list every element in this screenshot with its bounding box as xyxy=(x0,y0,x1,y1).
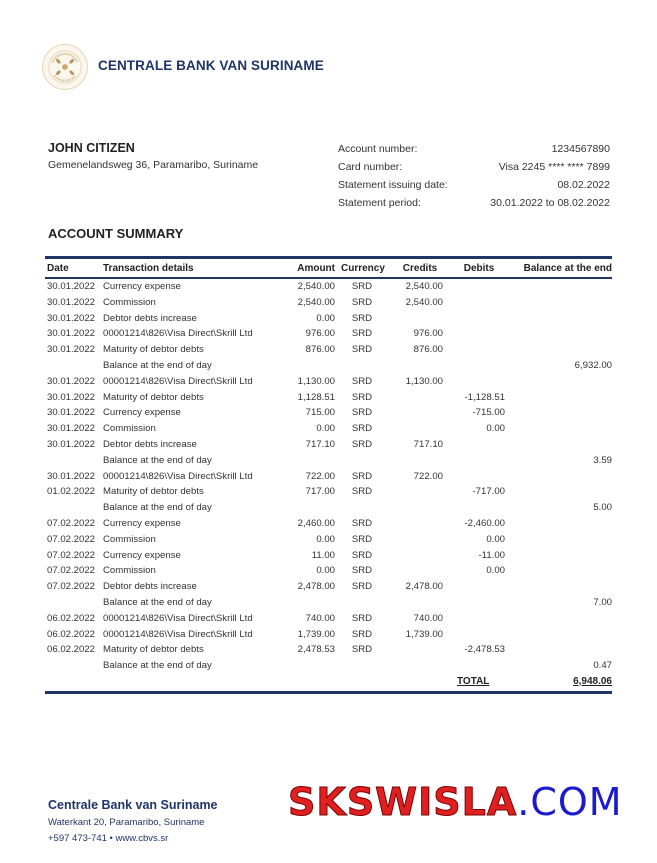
cell-details: Balance at the end of day xyxy=(103,502,212,514)
cell-date xyxy=(45,358,103,374)
cell-date xyxy=(45,453,103,469)
cell-currency xyxy=(335,453,383,469)
cell-balance xyxy=(505,642,612,658)
cell-amount: 1,128.51 xyxy=(297,391,335,403)
cell-date: 30.01.2022 xyxy=(47,375,96,387)
table-row xyxy=(45,342,612,358)
cell-details: Commission xyxy=(103,533,156,545)
info-value: 30.01.2022 to 08.02.2022 xyxy=(490,197,610,209)
cell-currency: SRD xyxy=(351,391,373,403)
cell-details: 00001214\826\Visa Direct\Skrill Ltd xyxy=(103,612,253,624)
watermark-blue: .COM xyxy=(517,780,623,824)
cell-date: 07.02.2022 xyxy=(47,581,96,593)
cell-date: 07.02.2022 xyxy=(47,533,96,545)
cell-amount: 2,540.00 xyxy=(297,281,335,292)
cell-debits xyxy=(443,437,505,453)
cell-currency xyxy=(335,595,383,611)
cell-balance xyxy=(505,295,612,311)
cell-details: Currency expense xyxy=(103,549,181,561)
section-title: ACCOUNT SUMMARY xyxy=(48,226,184,241)
cell-currency: SRD xyxy=(351,533,373,545)
cell-details: 00001214\826\Visa Direct\Skrill Ltd xyxy=(103,470,253,482)
info-label: Statement issuing date: xyxy=(338,179,448,191)
cell-amount: 2,478.00 xyxy=(297,581,335,593)
cell-debits xyxy=(443,374,505,390)
cell-balance xyxy=(505,405,612,421)
cell-details: Debtor debts increase xyxy=(103,312,197,324)
cell-debits xyxy=(443,295,505,311)
cell-currency: SRD xyxy=(351,486,373,498)
cell-date xyxy=(45,658,103,674)
cell-balance: 3.59 xyxy=(593,454,612,466)
cell-date: 30.01.2022 xyxy=(47,438,96,450)
info-label: Account number: xyxy=(338,143,418,155)
cell-debits: -2,478.53 xyxy=(464,644,505,656)
table-row xyxy=(45,548,612,564)
cell-balance: 6,932.00 xyxy=(574,359,612,371)
cell-date: 30.01.2022 xyxy=(47,391,96,403)
transactions-table xyxy=(45,256,612,694)
cell-currency: SRD xyxy=(351,344,373,356)
cell-amount: 2,540.00 xyxy=(297,296,335,308)
cell-currency: SRD xyxy=(351,312,373,324)
cell-credits: 2,540.00 xyxy=(405,281,443,292)
cell-date xyxy=(45,500,103,516)
col-debits: Debits xyxy=(463,263,495,274)
cell-currency: SRD xyxy=(351,549,373,561)
cell-details: Maturity of debtor debts xyxy=(103,644,204,656)
table-row xyxy=(45,358,612,374)
cell-balance xyxy=(505,548,612,564)
cell-date: 01.02.2022 xyxy=(47,486,96,498)
cell-debits xyxy=(443,595,505,611)
cell-credits: 876.00 xyxy=(413,344,443,356)
cell-credits xyxy=(383,405,443,421)
cell-details: Maturity of debtor debts xyxy=(103,391,204,403)
cell-balance xyxy=(505,342,612,358)
cell-balance: 0.47 xyxy=(593,660,612,672)
table-row xyxy=(45,279,612,295)
cell-amount: 717.00 xyxy=(305,486,335,498)
cell-currency: SRD xyxy=(351,438,373,450)
watermark-red: SKSWISLA xyxy=(288,780,518,824)
cell-date: 07.02.2022 xyxy=(47,549,96,561)
cell-amount: 1,739.00 xyxy=(297,628,335,640)
cell-details: Currency expense xyxy=(103,281,181,292)
cell-amount xyxy=(269,595,335,611)
cell-details: 00001214\826\Visa Direct\Skrill Ltd xyxy=(103,328,253,340)
cell-debits xyxy=(443,342,505,358)
cell-date: 30.01.2022 xyxy=(47,423,96,435)
table-row xyxy=(45,532,612,548)
cell-currency: SRD xyxy=(351,407,373,419)
statement-period-row xyxy=(338,195,610,213)
cell-date: 06.02.2022 xyxy=(47,628,96,640)
footer-address: Waterkant 20, Paramaribo, Suriname xyxy=(48,817,205,828)
cell-credits xyxy=(383,516,443,532)
cell-currency: SRD xyxy=(351,628,373,640)
cell-debits: 0.00 xyxy=(486,565,505,577)
footer-contact: +597 473-741 • www.cbvs.sr xyxy=(48,833,169,844)
cell-currency: SRD xyxy=(351,612,373,624)
cell-balance xyxy=(505,627,612,643)
cell-debits: 0.00 xyxy=(486,533,505,545)
cell-details: Commission xyxy=(103,296,156,308)
info-value: 08.02.2022 xyxy=(557,179,610,191)
cell-currency: SRD xyxy=(351,375,373,387)
cell-debits: -11.00 xyxy=(478,549,505,561)
table-row xyxy=(45,563,612,579)
table-row xyxy=(45,516,612,532)
info-label: Card number: xyxy=(338,161,403,173)
cell-details: 00001214\826\Visa Direct\Skrill Ltd xyxy=(103,628,253,640)
table-header xyxy=(45,259,612,279)
cell-debits: -717.00 xyxy=(472,486,505,498)
cell-credits: 2,478.00 xyxy=(405,581,443,593)
cell-credits: 2,540.00 xyxy=(405,296,443,308)
col-credits: Credits xyxy=(402,263,438,274)
cell-currency: SRD xyxy=(351,470,373,482)
cell-currency: SRD xyxy=(351,581,373,593)
cell-currency xyxy=(335,500,383,516)
cell-amount: 717.10 xyxy=(305,438,335,450)
cell-credits xyxy=(383,484,443,500)
table-row xyxy=(45,437,612,453)
cell-amount: 2,478.53 xyxy=(297,644,335,656)
info-value: 1234567890 xyxy=(551,143,610,155)
cell-credits: 740.00 xyxy=(413,612,443,624)
cell-debits xyxy=(443,627,505,643)
account-number-row xyxy=(338,141,610,159)
cell-debits: 0.00 xyxy=(486,423,505,435)
table-row xyxy=(45,595,612,611)
cell-date: 06.02.2022 xyxy=(47,644,96,656)
cell-date xyxy=(45,595,103,611)
issuing-date-row xyxy=(338,177,610,195)
cell-balance xyxy=(505,279,612,295)
cell-amount: 0.00 xyxy=(316,423,335,435)
cell-credits xyxy=(383,500,443,516)
cell-date: 07.02.2022 xyxy=(47,565,96,577)
bank-name: CENTRALE BANK VAN SURINAME xyxy=(98,58,324,73)
cell-debits xyxy=(443,453,505,469)
cell-details: Balance at the end of day xyxy=(103,596,212,608)
cell-balance xyxy=(505,326,612,342)
cell-details: Currency expense xyxy=(103,517,181,529)
footer-bank-name: Centrale Bank van Suriname xyxy=(48,798,218,812)
cell-balance xyxy=(505,421,612,437)
cell-currency: SRD xyxy=(351,565,373,577)
cell-amount xyxy=(269,500,335,516)
cell-currency: SRD xyxy=(351,517,373,529)
cell-debits xyxy=(443,579,505,595)
cell-balance xyxy=(505,390,612,406)
cell-currency xyxy=(335,358,383,374)
cell-date: 30.01.2022 xyxy=(47,470,96,482)
account-info xyxy=(338,141,610,213)
cell-currency: SRD xyxy=(351,328,373,340)
cell-balance xyxy=(505,484,612,500)
cell-currency: SRD xyxy=(351,423,373,435)
cell-details: Debtor debts increase xyxy=(103,581,197,593)
cell-credits: 722.00 xyxy=(413,470,443,482)
cell-balance xyxy=(505,532,612,548)
table-bottom-rule xyxy=(45,691,612,694)
cell-debits xyxy=(443,500,505,516)
col-details: Transaction details xyxy=(103,263,194,274)
cell-amount xyxy=(269,658,335,674)
cell-date: 07.02.2022 xyxy=(47,517,96,529)
cell-balance: 5.00 xyxy=(593,502,612,514)
cell-credits: 1,130.00 xyxy=(405,375,443,387)
cell-amount: 2,460.00 xyxy=(297,517,335,529)
cell-amount: 11.00 xyxy=(311,549,335,561)
col-amount: Amount xyxy=(297,263,335,274)
cell-balance xyxy=(505,374,612,390)
cell-details: Balance at the end of day xyxy=(103,454,212,466)
cell-amount: 722.00 xyxy=(305,470,335,482)
cell-credits xyxy=(383,563,443,579)
col-balance: Balance at the end xyxy=(523,263,612,274)
table-row xyxy=(45,374,612,390)
table-row xyxy=(45,469,612,485)
cell-debits: -2,460.00 xyxy=(464,517,505,529)
total-row xyxy=(45,674,612,690)
info-value: Visa 2245 **** **** 7899 xyxy=(498,161,610,173)
table-row xyxy=(45,484,612,500)
cell-debits: -715.00 xyxy=(472,407,505,419)
table-body xyxy=(45,279,612,674)
total-label: TOTAL xyxy=(457,675,490,687)
cell-date: 30.01.2022 xyxy=(47,281,96,292)
cell-amount xyxy=(269,453,335,469)
cell-balance xyxy=(505,611,612,627)
cell-balance xyxy=(505,469,612,485)
col-date: Date xyxy=(47,263,69,274)
col-currency: Currency xyxy=(341,263,385,274)
table-row xyxy=(45,311,612,327)
cell-debits xyxy=(443,469,505,485)
table-row xyxy=(45,500,612,516)
cell-details: Commission xyxy=(103,423,156,435)
cell-amount: 715.00 xyxy=(305,407,335,419)
cell-details: Debtor debts increase xyxy=(103,438,197,450)
watermark xyxy=(288,780,623,824)
cell-details: Balance at the end of day xyxy=(103,359,212,371)
cell-date: 30.01.2022 xyxy=(47,296,96,308)
cell-credits xyxy=(383,390,443,406)
cell-credits xyxy=(383,421,443,437)
cell-credits xyxy=(383,658,443,674)
cell-debits xyxy=(443,279,505,295)
client-address: Gemenelandsweg 36, Paramaribo, Suriname xyxy=(48,159,259,171)
table-row xyxy=(45,295,612,311)
table-row xyxy=(45,405,612,421)
cell-credits xyxy=(383,453,443,469)
cell-debits xyxy=(443,358,505,374)
table-row xyxy=(45,658,612,674)
cell-date: 30.01.2022 xyxy=(47,312,96,324)
cell-amount: 1,130.00 xyxy=(297,375,335,387)
table-row xyxy=(45,390,612,406)
cell-credits: 1,739.00 xyxy=(405,628,443,640)
cell-amount: 976.00 xyxy=(305,328,335,340)
cell-balance xyxy=(505,516,612,532)
cell-debits xyxy=(443,311,505,327)
total-value: 6,948.06 xyxy=(573,675,612,687)
cell-date: 30.01.2022 xyxy=(47,328,96,340)
card-number-row xyxy=(338,159,610,177)
cell-details: Commission xyxy=(103,565,156,577)
cell-credits xyxy=(383,311,443,327)
cell-debits xyxy=(443,658,505,674)
table-row xyxy=(45,579,612,595)
cell-currency: SRD xyxy=(351,644,373,656)
table-row xyxy=(45,453,612,469)
cell-date: 30.01.2022 xyxy=(47,407,96,419)
cell-amount: 740.00 xyxy=(305,612,335,624)
table-row xyxy=(45,421,612,437)
cell-credits xyxy=(383,358,443,374)
cell-credits: 976.00 xyxy=(413,328,443,340)
cell-details: 00001214\826\Visa Direct\Skrill Ltd xyxy=(103,375,253,387)
cell-currency: SRD xyxy=(351,296,373,308)
cell-currency xyxy=(335,658,383,674)
cell-credits xyxy=(383,548,443,564)
cell-amount: 0.00 xyxy=(316,533,335,545)
cell-date: 06.02.2022 xyxy=(47,612,96,624)
cell-credits xyxy=(383,595,443,611)
table-row xyxy=(45,611,612,627)
table-row xyxy=(45,326,612,342)
cell-balance xyxy=(505,311,612,327)
cell-details: Maturity of debtor debts xyxy=(103,344,204,356)
bank-seal-icon xyxy=(42,44,88,90)
cell-details: Balance at the end of day xyxy=(103,660,212,672)
cell-debits xyxy=(443,326,505,342)
cell-balance: 7.00 xyxy=(593,596,612,608)
cell-amount: 876.00 xyxy=(305,344,335,356)
cell-balance xyxy=(505,579,612,595)
cell-amount: 0.00 xyxy=(316,565,335,577)
client-name: JOHN CITIZEN xyxy=(48,141,135,155)
cell-amount: 0.00 xyxy=(316,312,335,324)
cell-balance xyxy=(505,563,612,579)
cell-credits xyxy=(383,532,443,548)
cell-debits xyxy=(443,611,505,627)
table-row xyxy=(45,627,612,643)
cell-details: Currency expense xyxy=(103,407,181,419)
cell-credits: 717.10 xyxy=(413,438,443,450)
table-row xyxy=(45,642,612,658)
cell-details: Maturity of debtor debts xyxy=(103,486,204,498)
cell-credits xyxy=(383,642,443,658)
cell-currency: SRD xyxy=(351,281,373,292)
cell-amount xyxy=(269,358,335,374)
cell-balance xyxy=(505,437,612,453)
cell-debits: -1,128.51 xyxy=(464,391,505,403)
cell-date: 30.01.2022 xyxy=(47,344,96,356)
info-label: Statement period: xyxy=(338,197,421,209)
